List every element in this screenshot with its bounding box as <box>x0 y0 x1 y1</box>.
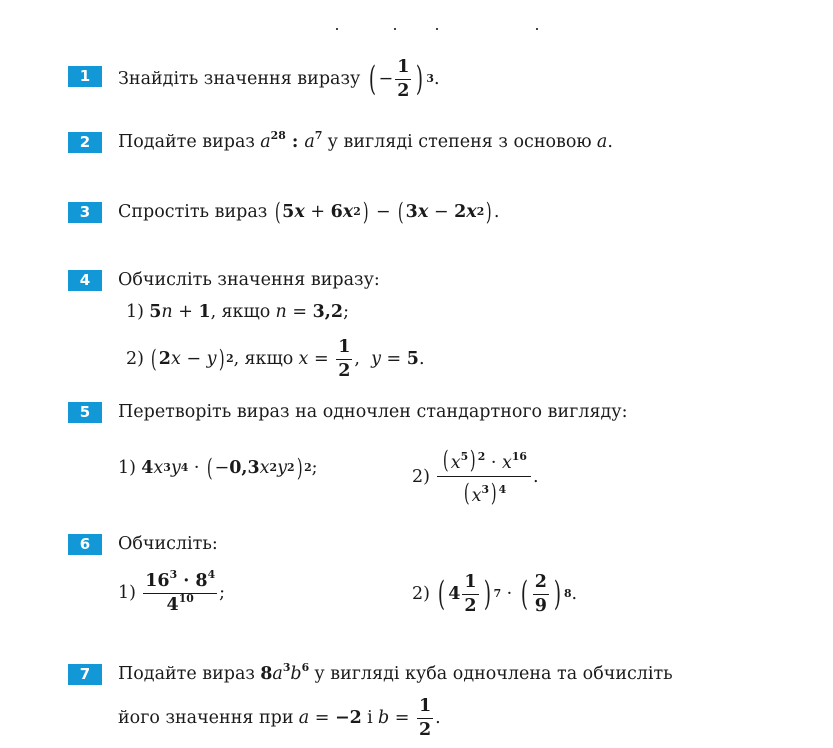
task-text: у вигляді степеня з основою <box>327 132 592 152</box>
formula: 4 x 3 y 4 · ( − 0,3 x 2 y 2 ) 2 ; <box>141 452 318 482</box>
formula: x = $\frac{1}{2}$ , y = 5 . <box>298 337 425 381</box>
task-number-badge: 4 <box>68 270 102 291</box>
task-text: Знайдіть значення виразу <box>118 69 361 89</box>
task-number-badge: 6 <box>68 534 102 555</box>
formula: $\frac{16^3 \cdot 8^4}{4^{10}}$ ; <box>145 568 226 615</box>
formula: b = $\frac{1}{2}$ . <box>377 696 441 740</box>
task-statement: Подайте вираз $a^{28}$ : $a^7$ у вигляді степеня з основою a . <box>118 128 613 152</box>
task-text: його значення при <box>118 708 294 728</box>
task-statement <box>118 58 440 100</box>
task-number-badge: 7 <box>68 664 102 685</box>
task-statement <box>118 198 499 226</box>
task-number-badge: 5 <box>68 402 102 423</box>
task-text: Обчисліть значення виразу: <box>118 270 380 290</box>
page-top-marks <box>336 24 546 34</box>
subitem-2: 2) ( 4 $\frac{1}{2}$ ) 7 · ( $\frac{2}{9}$ ) 8 . <box>412 572 578 616</box>
formula: ( 2 x − y ) 2 , <box>151 343 240 373</box>
subitem-1: 1) 5n + 1, якщо n = 3,2; <box>126 302 349 322</box>
formula: $\frac{( x^5) ^2 \cdot x^{16}}{( x^3) ^4}$ . <box>435 448 538 506</box>
subitem-2: 2) $\frac{( x^5) ^2 \cdot x^{16}}{( x^3) ^4}$ . <box>412 444 539 507</box>
task-number-badge: 2 <box>68 132 102 153</box>
task-statement <box>118 400 627 424</box>
task-text: Перетворіть вираз на одночлен стандартного вигляду: <box>118 402 628 422</box>
subitem-1: 1) 4 x 3 y 4 · ( − 0,3 x 2 y 2 ) 2 ; <box>118 452 318 482</box>
task-statement <box>118 532 218 556</box>
formula: ( 5 x + 6 x 2 ) − ( 3 x − 2 x 2 ) . <box>274 196 500 226</box>
subitem-2: 2) ( 2 x − y ) 2 , якщо x = $\frac{1}{2}$ , y = 5 . <box>126 337 425 381</box>
task-statement <box>118 662 673 686</box>
formula: a = −2 <box>298 708 362 728</box>
formula: $8a^3b^6$ <box>260 660 310 684</box>
task-text: Подайте вираз <box>118 664 255 684</box>
formula: 5n + 1, <box>149 302 217 322</box>
task-statement-line-2: його значення при a = −2 і b = $\frac{1}{2}$ . <box>118 696 441 740</box>
task-text: Спростіть вираз <box>118 202 268 222</box>
task-number-badge: 1 <box>68 66 102 87</box>
task-text: у вигляді куба одночлена та обчисліть <box>314 664 673 684</box>
formula: ( 4 $\frac{1}{2}$ ) 7 · ( $\frac{2}{9}$ ) 8 . <box>438 572 578 616</box>
formula: $a^{28}$ : $a^7$ <box>260 128 323 152</box>
task-statement <box>118 268 380 292</box>
formula: n = 3,2; <box>275 302 349 322</box>
formula: ( − $\frac{1}{2}$ ) 3 . <box>368 57 440 101</box>
task-number-badge: 3 <box>68 202 102 223</box>
subitem-1: 1) $\frac{16^3 \cdot 8^4}{4^{10}}$ ; <box>118 568 226 615</box>
task-text: Обчисліть: <box>118 534 218 554</box>
task-text: Подайте вираз <box>118 132 255 152</box>
